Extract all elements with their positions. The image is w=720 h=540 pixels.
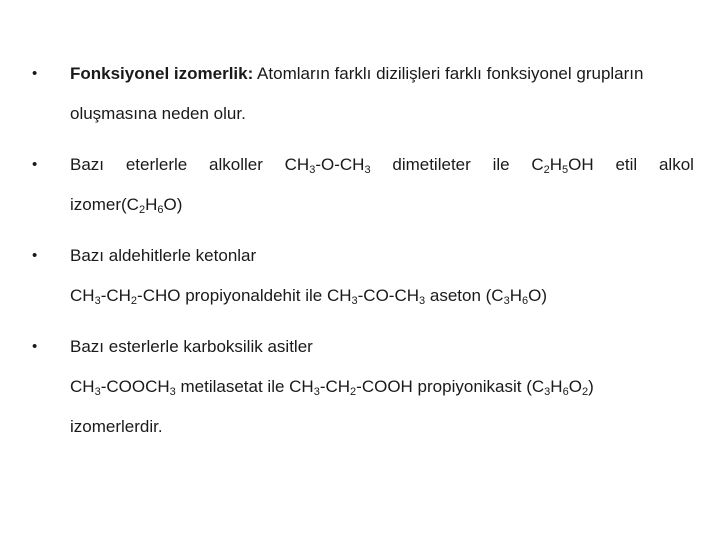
word: etil [615, 155, 638, 174]
bullet-line-continued: oluşmasına neden olur. [70, 104, 246, 123]
word: alkol [658, 155, 694, 174]
bullet-marker: • [32, 156, 38, 173]
word: dimetileter [392, 155, 471, 174]
bullet-ethers-alcohols [32, 149, 694, 221]
formula-line: $CH_3-CH_2$-CHO propiyonaldehit ile $CH_3-CO-CH_3$ aseton $(C_3H_6O)$ [70, 286, 548, 307]
formula-dimethyl-ether: $CH_3-O-CH_3$ [284, 155, 371, 176]
bullet-line: Bazı esterlerle karboksilik asitler [70, 337, 313, 356]
bullet-line: Bazı aldehitlerle ketonlar [70, 246, 257, 265]
bullet-marker: • [32, 247, 38, 264]
bullet-aldehydes-ketones [32, 240, 694, 312]
bullet-line-continued: $izomer(C_2H_6O)$ [70, 195, 183, 216]
word: alkoller [209, 155, 263, 174]
formula-line: $CH_3-COOCH_3$ metilasetat ile $CH_3-CH_2$-COOH propiyonikasit $(C_3H_6O_2)$ [70, 377, 594, 398]
word: ile [492, 155, 510, 174]
formula-ethanol: $C_2H_5OH$ [531, 155, 594, 176]
word: Bazı [70, 155, 105, 174]
bullet-line [70, 149, 694, 181]
bullet-line [70, 58, 694, 90]
bullet-marker: • [32, 65, 38, 82]
bullet-functional-isomerism [32, 58, 694, 130]
term-label: Fonksiyonel izomerlik: [70, 64, 254, 83]
bullet-marker: • [32, 338, 38, 355]
bullet-esters-acids [32, 331, 694, 443]
definition-text: Atomların farklı dizilişleri farklı fonksiyonel grupların [253, 64, 644, 83]
bullet-line-continued: izomerlerdir. [70, 417, 163, 436]
word: eterlerle [125, 155, 188, 174]
bullet-list [32, 58, 694, 443]
